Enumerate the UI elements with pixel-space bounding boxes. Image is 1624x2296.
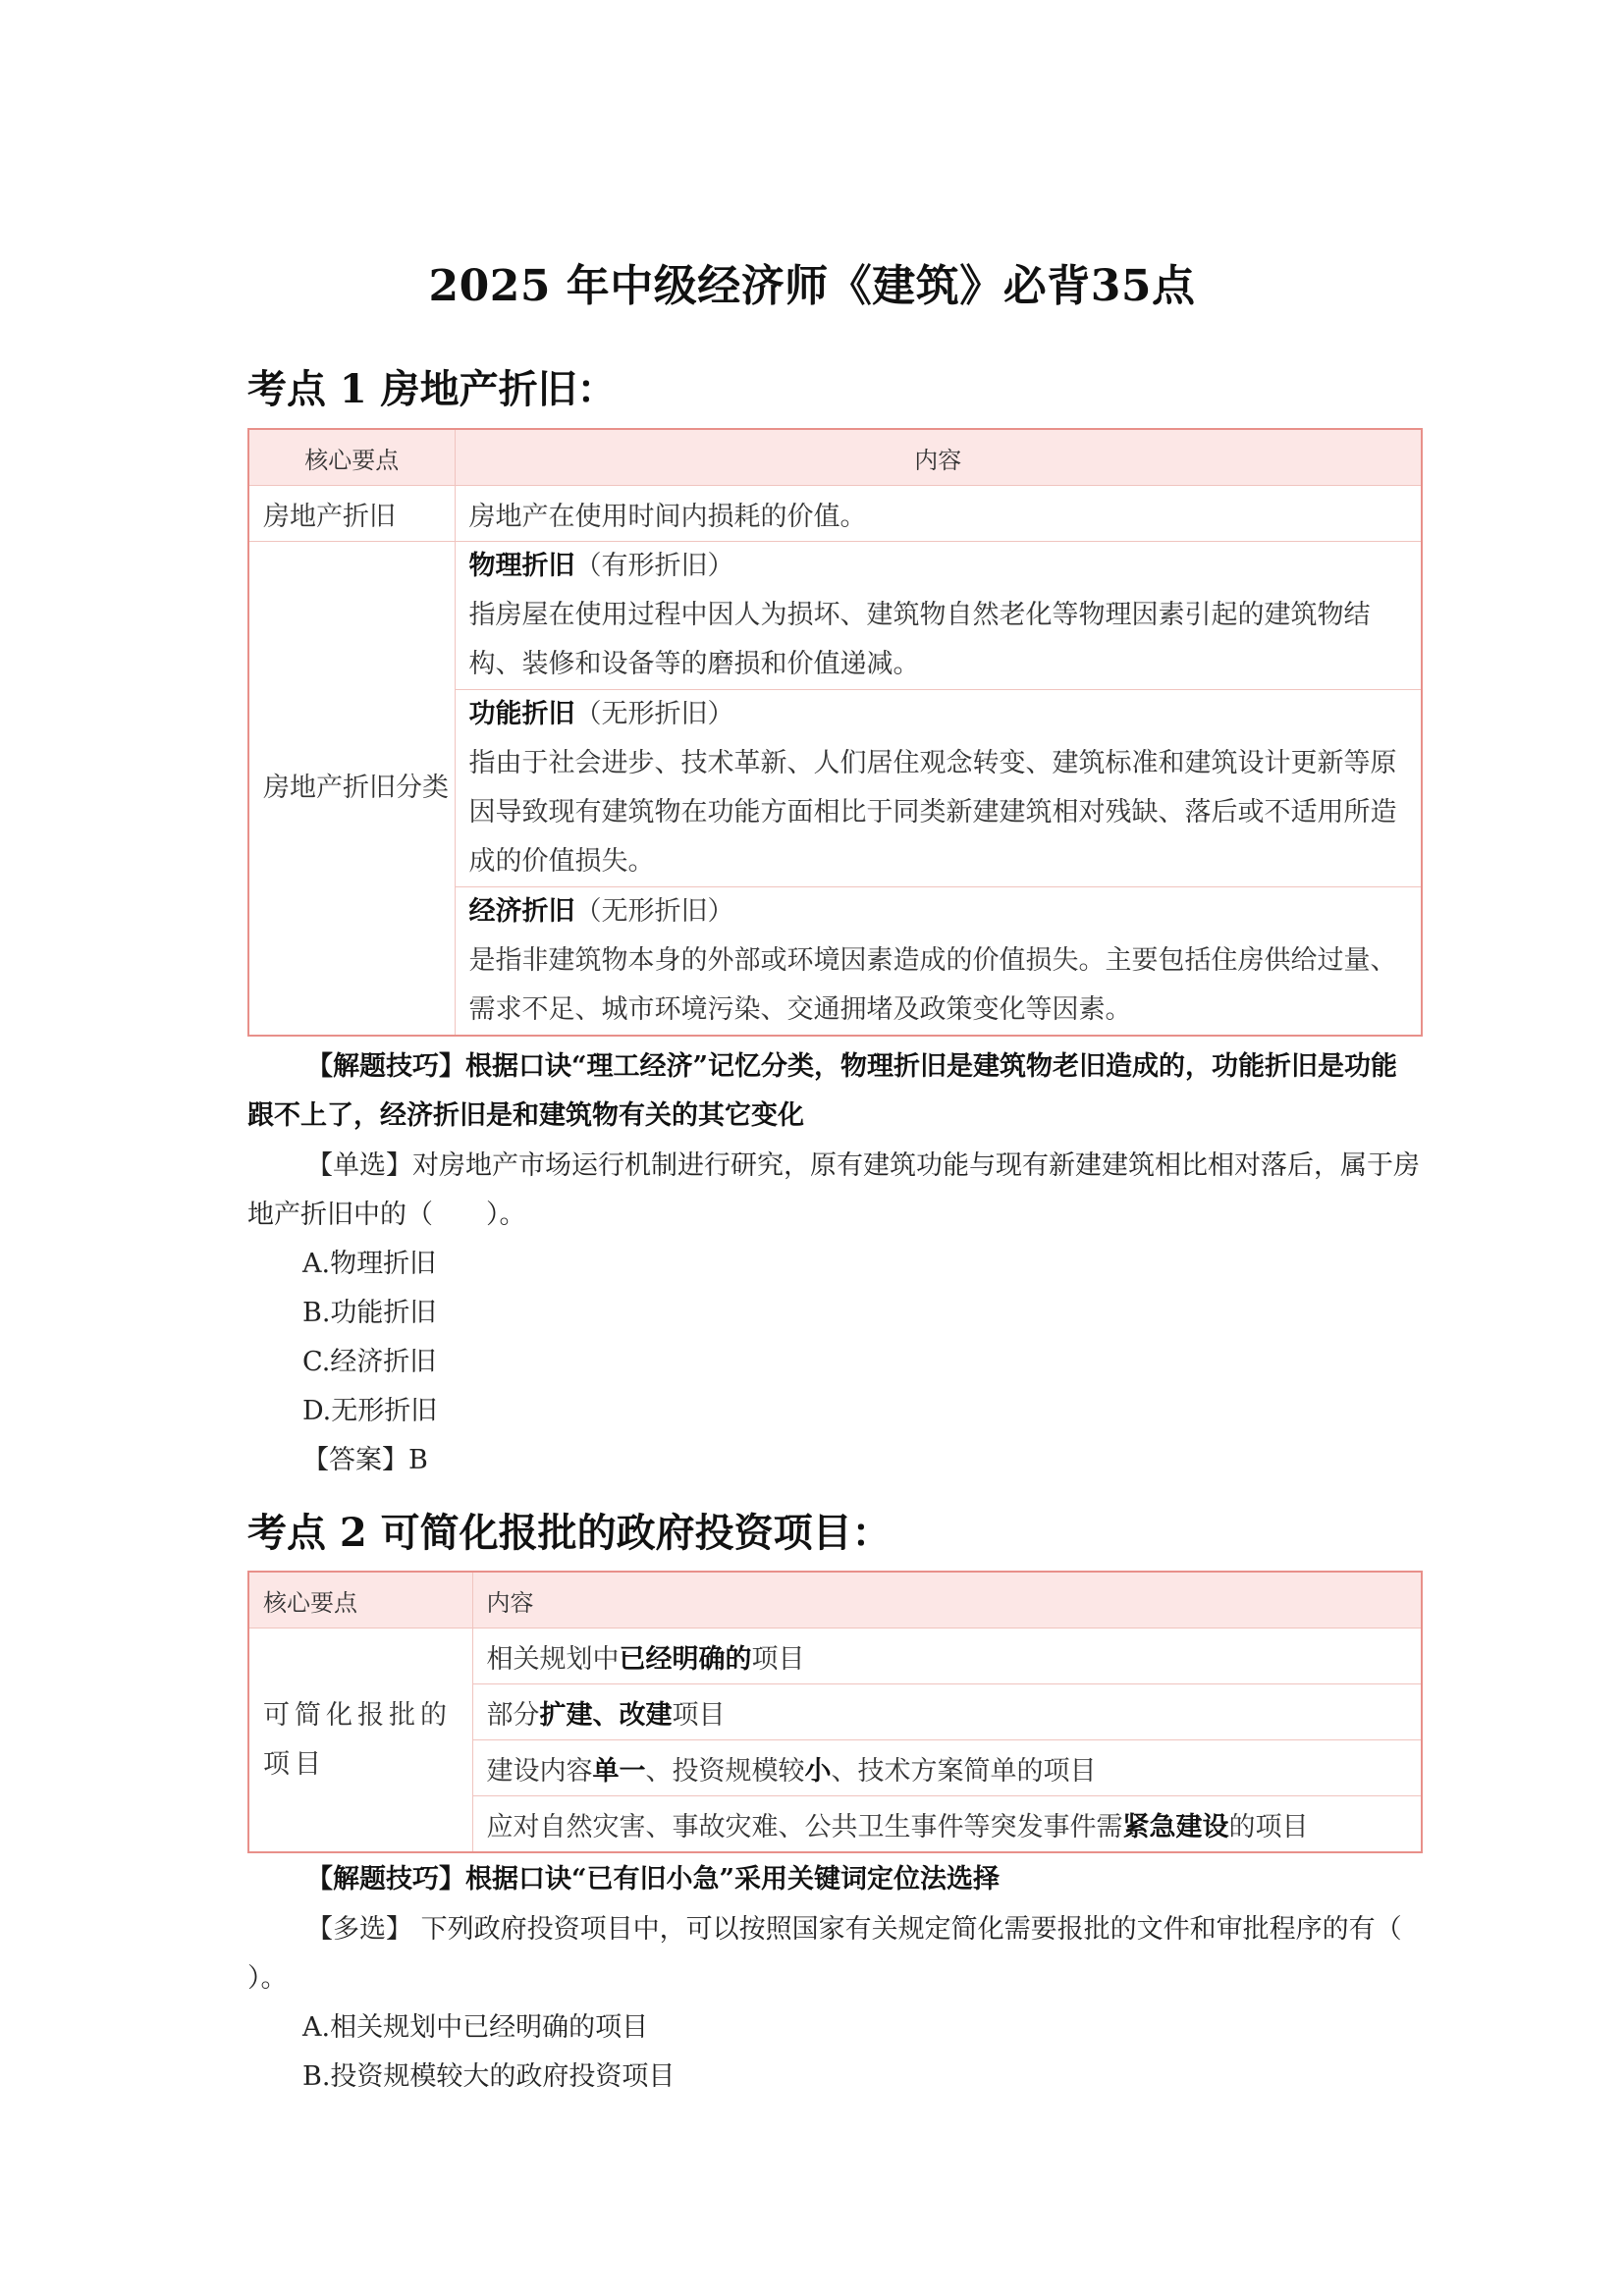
- section-1-heading: 考点 1 房地产折旧：: [247, 366, 617, 412]
- table2-row-label: 可简化报批的项目: [248, 1629, 472, 1853]
- economic-term: 经济折旧: [468, 896, 575, 927]
- table2-header-key-points: 核心要点: [248, 1572, 472, 1629]
- functional-desc: 指由于社会进步、技术革新、人们居住观念转变、建筑标准和建筑设计更新等原因导致现有建筑物在功能方面相比于同类新建建筑相对残缺、落后或不适用所造成的价值损失。: [468, 748, 1397, 877]
- table-header-content: 内容: [455, 429, 1422, 486]
- functional-term: 功能折旧: [468, 699, 575, 729]
- section-2-heading: 考点 2 可简化报批的政府投资项目：: [247, 1510, 892, 1556]
- table2-header-content: 内容: [472, 1572, 1422, 1629]
- physical-paren: （有形折旧）: [574, 551, 734, 581]
- option-2b: B.投资规模较大的政府投资项目: [302, 2061, 676, 2092]
- option-a: A.物理折旧: [302, 1249, 437, 1279]
- depreciation-table: [247, 428, 1423, 1037]
- economic-desc: 是指非建筑物本身的外部或环境因素造成的价值损失。主要包括住房供给过量、需求不足、城市环境污染、交通拥堵及政策变化等因素。: [468, 945, 1397, 1025]
- functional-paren: （无形折旧）: [574, 699, 734, 729]
- table2-row-4: 应对自然灾害、事故灾难、公共卫生事件等突发事件需紧急建设的项目: [472, 1796, 1422, 1853]
- section-1-tip: 【解题技巧】根据口诀“理工经济”记忆分类，物理折旧是建筑物老旧造成的，功能折旧是功能跟不上了，经济折旧是和建筑物有关的其它变化: [247, 1051, 1398, 1131]
- answer: 【答案】B: [302, 1445, 428, 1475]
- section-2-question: 【多选】 下列政府投资项目中，可以按照国家有关规定简化需要报批的文件和审批程序的有（ ）。: [247, 1914, 1402, 1994]
- option-d: D.无形折旧: [302, 1396, 438, 1426]
- option-c: C.经济折旧: [302, 1347, 437, 1377]
- simplified-approval-table: [247, 1571, 1423, 1853]
- table2-row-1: 相关规划中已经明确的项目: [472, 1629, 1422, 1684]
- economic-paren: （无形折旧）: [574, 896, 734, 927]
- table2-row-3: 建设内容单一、投资规模较小、技术方案简单的项目: [472, 1740, 1422, 1796]
- document-title: 2025 年中级经济师《建筑》必背35点: [428, 261, 1196, 311]
- physical-term: 物理折旧: [468, 551, 575, 581]
- row-label-depreciation: 房地产折旧: [248, 486, 455, 542]
- economic-depreciation-cell: [455, 887, 1422, 1037]
- option-2a: A.相关规划中已经明确的项目: [302, 2012, 649, 2043]
- physical-depreciation-cell: [455, 542, 1422, 690]
- table-header-key-points: 核心要点: [248, 429, 455, 486]
- option-b: B.功能折旧: [302, 1298, 437, 1328]
- functional-depreciation-cell: [455, 690, 1422, 887]
- row-content-depreciation: 房地产在使用时间内损耗的价值。: [455, 486, 1422, 542]
- table2-row-2: 部分扩建、改建项目: [472, 1684, 1422, 1740]
- section-1-question: 【单选】对房地产市场运行机制进行研究，原有建筑功能与现有新建建筑相比相对落后，属于房地产折旧中的（ ）。: [247, 1150, 1420, 1230]
- row-label-depreciation-types: 房地产折旧分类: [248, 542, 455, 1037]
- physical-desc: 指房屋在使用过程中因人为损坏、建筑物自然老化等物理因素引起的建筑物结构、装修和设备等的磨损和价值递减。: [468, 600, 1371, 679]
- section-2-tip: 【解题技巧】根据口诀“已有旧小急”采用关键词定位法选择: [306, 1864, 1001, 1895]
